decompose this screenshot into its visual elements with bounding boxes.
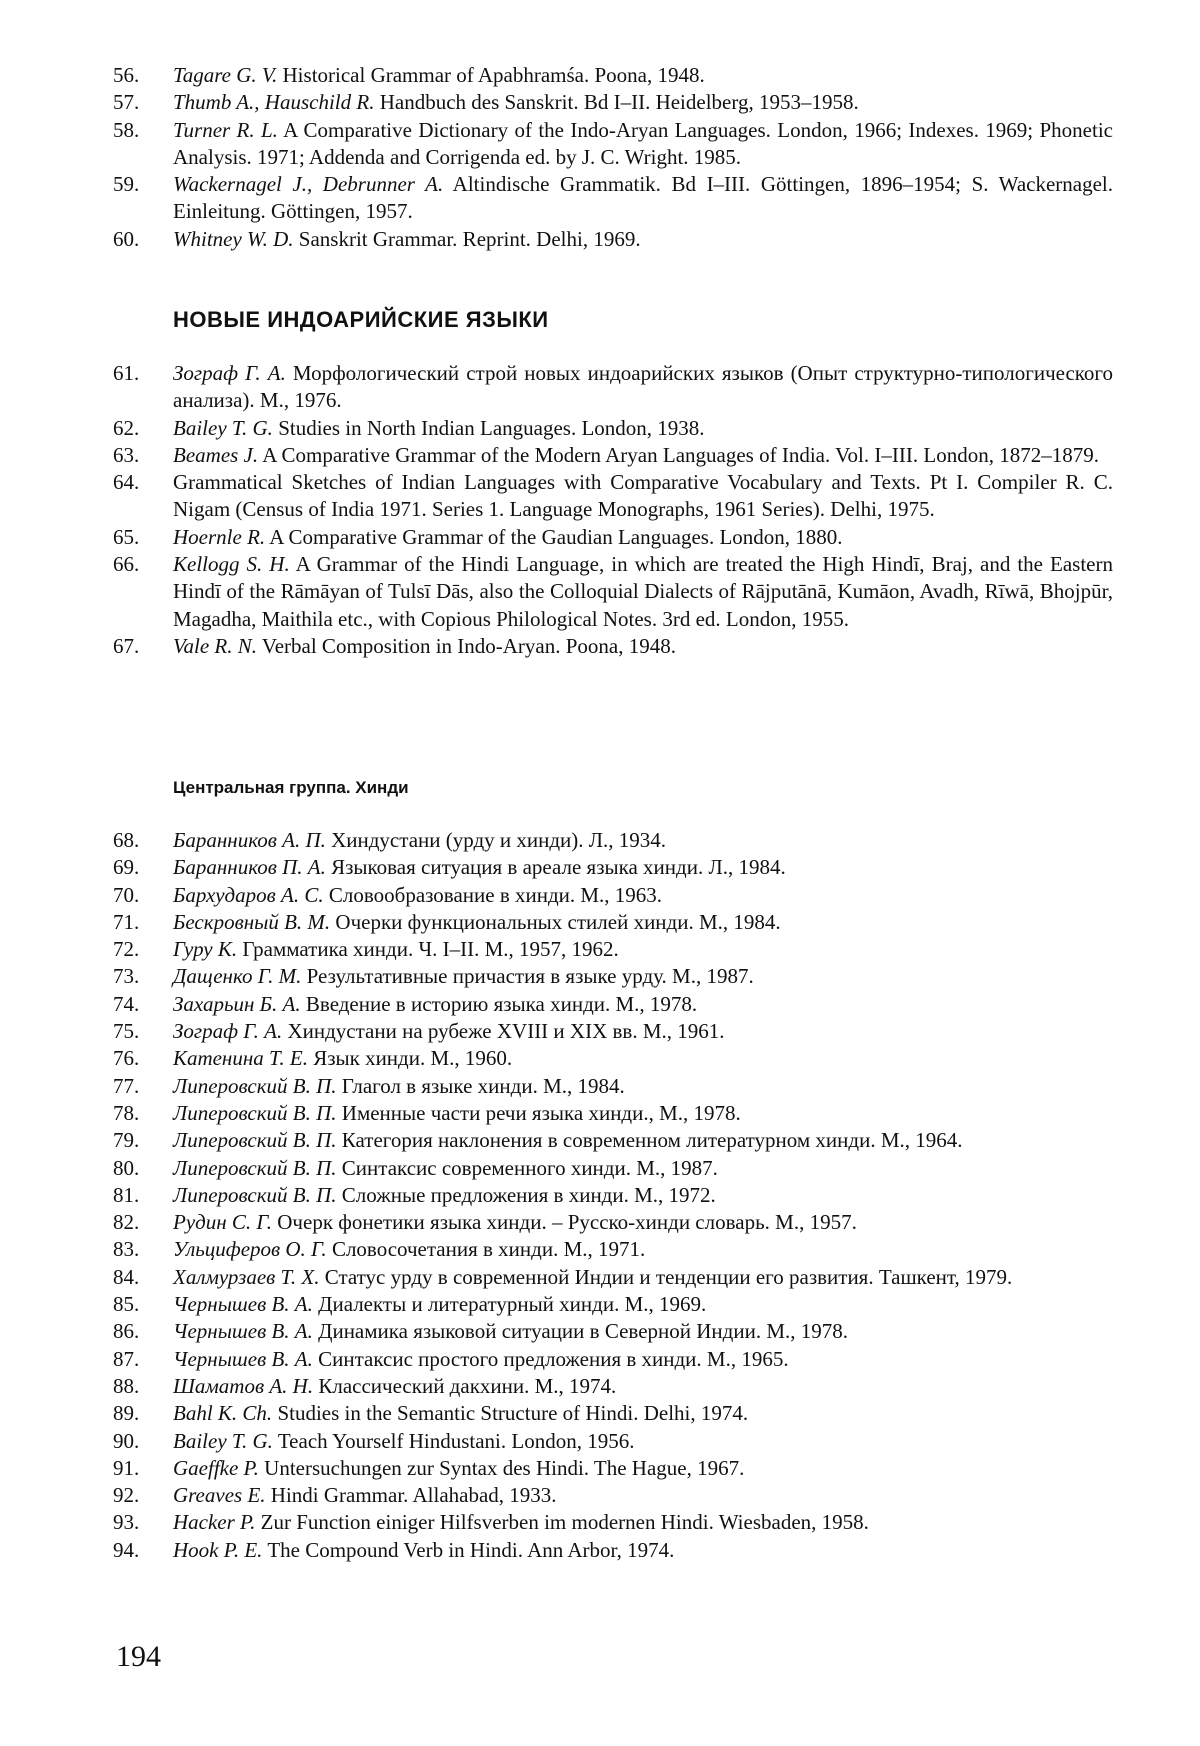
- entry-number: 81.: [113, 1182, 140, 1207]
- entry-number: 57.: [113, 90, 140, 115]
- entry-number: 70.: [113, 882, 140, 907]
- entry-number: 87.: [113, 1346, 140, 1371]
- entry-author: Халмурзаев Т. Х.: [173, 1264, 320, 1289]
- entry-text: Синтаксис современного хинди. М., 1987.: [341, 1155, 718, 1180]
- entry-number: 85.: [113, 1292, 140, 1317]
- entry-text: Hindi Grammar. Allahabad, 1933.: [270, 1483, 557, 1508]
- entry-author: Bailey T. G.: [173, 415, 273, 440]
- entry-author: Hook P. E.: [173, 1537, 263, 1562]
- entry-text: Результативные причастия в языке урду. М., 1987.: [306, 964, 754, 989]
- entry-text: Sanskrit Grammar. Reprint. Delhi, 1969.: [298, 226, 641, 251]
- entry-text: Язык хинди. М., 1960.: [313, 1046, 513, 1071]
- entry-number: 61.: [113, 361, 140, 385]
- entry-number: 83.: [113, 1237, 140, 1262]
- entry-number: 72.: [113, 937, 140, 962]
- entry-text: Глагол в языке хинди. М., 1984.: [341, 1073, 625, 1098]
- entry-text: Grammatical Sketches of Indian Languages with Comparative Vocabulary and Texts. Pt I. Compiler R. C. Nigam (Census of India 1971. Series 1. Language Monographs, 1961 Series). Delhi, 1975.: [173, 470, 1113, 522]
- entry-author: Turner R. L.: [173, 117, 278, 142]
- bibliography-entry: [113, 1537, 1113, 1564]
- entry-text: Untersuchungen zur Syntax des Hindi. The Hague, 1967.: [264, 1455, 745, 1480]
- entry-text: Хиндустани на рубеже XVIII и XIX вв. М., 1961.: [287, 1019, 725, 1044]
- entry-text: Studies in the Semantic Structure of Hindi. Delhi, 1974.: [277, 1401, 749, 1426]
- bibliography-entry: [113, 1428, 1113, 1455]
- entry-number: 79.: [113, 1128, 140, 1153]
- entry-text: Handbuch des Sanskrit. Bd I–II. Heidelberg, 1953–1958.: [379, 90, 859, 115]
- entry-text: Очерки функциональных стилей хинди. М., 1984.: [335, 909, 781, 934]
- entry-number: 88.: [113, 1373, 140, 1398]
- entry-text: Словообразование в хинди. М., 1963.: [328, 882, 663, 907]
- entry-author: Баранников А. П.: [173, 828, 326, 852]
- bibliography-entry: [113, 1073, 1113, 1100]
- bibliography-entry: [113, 226, 1113, 253]
- bibliography-entry: [113, 1373, 1113, 1400]
- entry-text: Teach Yourself Hindustani. London, 1956.: [277, 1428, 635, 1453]
- bibliography-entry: [113, 1018, 1113, 1045]
- entry-author: Липеровский В. П.: [173, 1100, 337, 1125]
- bibliography-entry: [113, 360, 1113, 415]
- entry-text: Статус урду в современной Индии и тенденции его развития. Ташкент, 1979.: [324, 1264, 1013, 1289]
- entry-number: 75.: [113, 1019, 140, 1044]
- entry-author: Hacker P.: [173, 1510, 256, 1535]
- entry-number: 66.: [113, 552, 140, 577]
- entry-number: 74.: [113, 991, 140, 1016]
- entry-author: Бескровный В. М.: [173, 909, 331, 934]
- entry-number: 84.: [113, 1264, 140, 1289]
- entry-number: 59.: [113, 172, 140, 197]
- page-number: 194: [116, 1640, 161, 1673]
- entry-author: Tagare G. V.: [173, 63, 278, 87]
- entry-text: Verbal Composition in Indo-Aryan. Poona, 1948.: [261, 633, 676, 658]
- bibliography-entry: [113, 1264, 1113, 1291]
- entry-number: 76.: [113, 1046, 140, 1071]
- entry-text: Классический дакхини. М., 1974.: [318, 1373, 617, 1398]
- bibliography-entry: [113, 963, 1113, 990]
- entry-author: Beames J.: [173, 442, 259, 467]
- entry-text: A Comparative Grammar of the Modern Aryan Languages of India. Vol. I–III. London, 1872–1879.: [262, 442, 1099, 467]
- entry-author: Шаматов А. Н.: [173, 1373, 314, 1398]
- bibliography-entry: [113, 117, 1113, 172]
- entry-text: Динамика языковой ситуации в Северной Индии. М., 1978.: [318, 1319, 848, 1344]
- entry-author: Гуру К.: [173, 937, 238, 962]
- entry-number: 69.: [113, 855, 140, 880]
- bibliography-entry: [113, 909, 1113, 936]
- entry-number: 60.: [113, 226, 140, 251]
- entry-author: Ульциферов О. Г.: [173, 1237, 327, 1262]
- entry-author: Липеровский В. П.: [173, 1073, 337, 1098]
- entry-author: Чернышев В. А.: [173, 1346, 313, 1371]
- entry-author: Чернышев В. А.: [173, 1292, 313, 1317]
- entry-number: 56.: [113, 63, 140, 87]
- bibliography-entry: [113, 1100, 1113, 1127]
- entry-author: Greaves E.: [173, 1483, 266, 1508]
- entry-number: 90.: [113, 1428, 140, 1453]
- entry-author: Катенина Т. Е.: [173, 1046, 308, 1071]
- entry-author: Whitney W. D.: [173, 226, 294, 251]
- entry-number: 68.: [113, 828, 140, 852]
- bibliography-entry: [113, 1182, 1113, 1209]
- entry-author: Wackernagel J., Debrunner A.: [173, 172, 444, 197]
- entry-text: A Grammar of the Hindi Language, in which are treated the High Hindī, Braj, and the Eastern Hindī of the Rāmāyan of Tulsī Dās, also the Colloquial Dialects of Rājputānā, Kumāon, Avadh, Rīwā, Bhojpūr, Magadha, Maithila etc., with Copious Philological Notes. 3rd ed. London, 1955.: [173, 552, 1113, 631]
- entry-text: A Comparative Dictionary of the Indo-Aryan Languages. London, 1966; Indexes. 1969; Phonetic Analysis. 1971; Addenda and Corrigenda ed. by J. C. Wright. 1985.: [173, 117, 1113, 169]
- entry-text: Категория наклонения в современном литературном хинди. М., 1964.: [341, 1128, 963, 1153]
- entry-number: 80.: [113, 1155, 140, 1180]
- entry-number: 82.: [113, 1210, 140, 1235]
- entry-number: 58.: [113, 117, 140, 142]
- entry-text: The Compound Verb in Hindi. Ann Arbor, 1974.: [267, 1537, 675, 1562]
- entry-author: Hoernle R.: [173, 524, 266, 549]
- entry-number: 77.: [113, 1073, 140, 1098]
- entry-text: Altindische Grammatik. Bd I–III. Göttingen, 1896–1954; S. Wackernagel. Einleitung. Göttingen, 1957.: [173, 172, 1114, 224]
- entry-author: Дащенко Г. М.: [173, 964, 302, 989]
- entry-text: Очерк фонетики языка хинди. – Русско-хинди словарь. М., 1957.: [277, 1210, 857, 1235]
- bibliography-entry: [113, 1209, 1113, 1236]
- bibliography-entry: [113, 62, 1113, 89]
- entry-text: Синтаксис простого предложения в хинди. М., 1965.: [318, 1346, 789, 1371]
- bibliography-entry: [113, 1455, 1113, 1482]
- bibliography-list-hindi: [113, 827, 1113, 1564]
- entry-author: Gaeffke P.: [173, 1455, 259, 1480]
- bibliography-entry: [113, 936, 1113, 963]
- bibliography-list-sanskrit: [113, 62, 1113, 253]
- entry-text: Именные части речи языка хинди., М., 1978.: [341, 1100, 741, 1125]
- entry-text: Studies in North Indian Languages. London, 1938.: [278, 415, 705, 440]
- entry-author: Зограф Г. А.: [173, 1019, 283, 1044]
- entry-number: 67.: [113, 633, 140, 658]
- entry-author: Vale R. N.: [173, 633, 257, 658]
- entry-number: 89.: [113, 1401, 140, 1426]
- bibliography-entry: [113, 1045, 1113, 1072]
- bibliography-entry: [113, 1509, 1113, 1536]
- bibliography-entry: [113, 171, 1113, 226]
- section-heading: НОВЫЕ ИНДОАРИЙСКИЕ ЯЗЫКИ: [173, 307, 549, 332]
- bibliography-entry: [113, 827, 1113, 854]
- entry-text: Словосочетания в хинди. М., 1971.: [331, 1237, 646, 1262]
- entry-author: Kellogg S. H.: [173, 552, 290, 577]
- bibliography-entry: [113, 991, 1113, 1018]
- bibliography-entry: [113, 551, 1113, 633]
- bibliography-entry: [113, 524, 1113, 551]
- entry-number: 62.: [113, 415, 140, 440]
- entry-text: Введение в историю языка хинди. М., 1978.: [305, 991, 698, 1016]
- entry-author: Зограф Г. А.: [173, 361, 286, 385]
- entry-author: Бархударов А. С.: [173, 882, 324, 907]
- entry-number: 71.: [113, 909, 140, 934]
- entry-text: Historical Grammar of Apabhramśa. Poona, 1948.: [282, 63, 705, 87]
- bibliography-list-new-indo-aryan: [113, 360, 1113, 660]
- entry-text: A Comparative Grammar of the Gaudian Languages. London, 1880.: [269, 524, 843, 549]
- entry-text: Хиндустани (урду и хинди). Л., 1934.: [331, 828, 667, 852]
- bibliography-entry: [113, 1236, 1113, 1263]
- entry-number: 91.: [113, 1455, 140, 1480]
- entry-author: Чернышев В. А.: [173, 1319, 313, 1344]
- bibliography-entry: [113, 882, 1113, 909]
- entry-text: Языковая ситуация в ареале языка хинди. Л., 1984.: [331, 855, 786, 880]
- entry-number: 63.: [113, 442, 140, 467]
- entry-author: Thumb A., Hauschild R.: [173, 90, 375, 115]
- subsection-heading: Центральная группа. Хинди: [173, 778, 409, 797]
- bibliography-entry: [113, 633, 1113, 660]
- entry-author: Липеровский В. П.: [173, 1155, 337, 1180]
- entry-number: 86.: [113, 1319, 140, 1344]
- bibliography-entry: [113, 1155, 1113, 1182]
- entry-number: 94.: [113, 1537, 140, 1562]
- bibliography-entry: [113, 1127, 1113, 1154]
- entry-author: Рудин С. Г.: [173, 1210, 273, 1235]
- bibliography-entry: [113, 1346, 1113, 1373]
- entry-author: Липеровский В. П.: [173, 1128, 337, 1153]
- entry-text: Морфологический строй новых индоарийских языков (Опыт структурно-типологического анализа). М., 1976.: [173, 361, 1114, 413]
- entry-author: Bailey T. G.: [173, 1428, 273, 1453]
- entry-number: 64.: [113, 470, 140, 495]
- bibliography-entry: [113, 1318, 1113, 1345]
- bibliography-entry: [113, 1291, 1113, 1318]
- entry-number: 92.: [113, 1483, 140, 1508]
- entry-author: Захарьин Б. А.: [173, 991, 301, 1016]
- entry-number: 78.: [113, 1100, 140, 1125]
- entry-number: 65.: [113, 524, 140, 549]
- bibliography-entry: [113, 1400, 1113, 1427]
- bibliography-entry: [113, 854, 1113, 881]
- bibliography-entry: [113, 442, 1113, 469]
- entry-number: 73.: [113, 964, 140, 989]
- entry-author: Bahl K. Ch.: [173, 1401, 273, 1426]
- entry-text: Zur Function einiger Hilfsverben im modernen Hindi. Wiesbaden, 1958.: [260, 1510, 869, 1535]
- bibliography-entry: [113, 469, 1113, 524]
- entry-author: Липеровский В. П.: [173, 1182, 337, 1207]
- entry-text: Сложные предложения в хинди. М., 1972.: [341, 1182, 716, 1207]
- entry-text: Грамматика хинди. Ч. I–II. М., 1957, 1962.: [242, 937, 619, 962]
- bibliography-entry: [113, 415, 1113, 442]
- entry-author: Баранников П. А.: [173, 855, 326, 880]
- bibliography-entry: [113, 89, 1113, 116]
- entry-text: Диалекты и литературный хинди. М., 1969.: [318, 1292, 707, 1317]
- bibliography-entry: [113, 1482, 1113, 1509]
- entry-number: 93.: [113, 1510, 140, 1535]
